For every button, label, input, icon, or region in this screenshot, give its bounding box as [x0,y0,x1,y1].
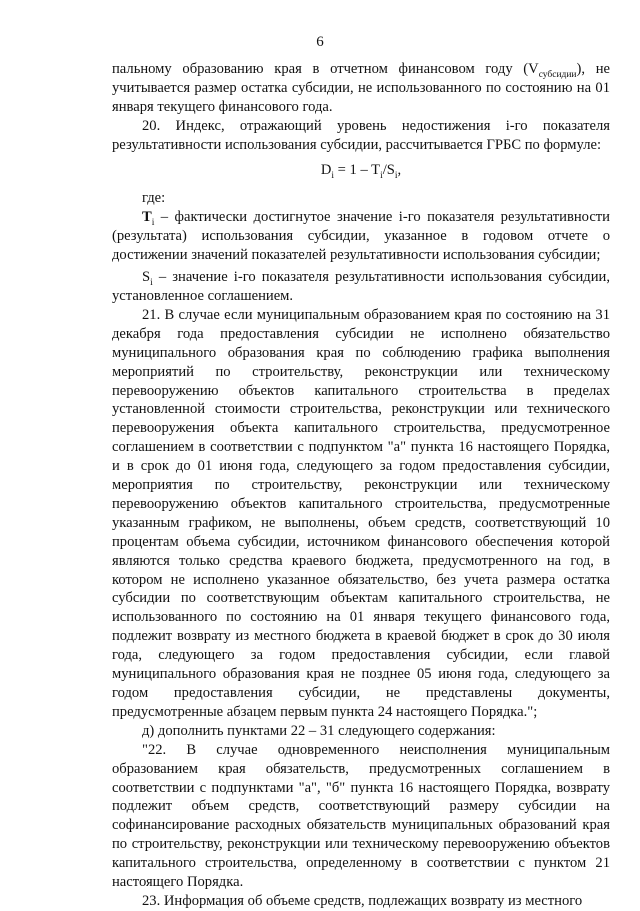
subsidy-subscript: субсидии [538,69,577,80]
where-label: где: [142,190,166,207]
formula-slash: /S [382,161,395,178]
formula-mid: = 1 – T [334,161,381,178]
definition-t [112,208,610,265]
continuation-text-b: ), не учитывается размер остатка субсидии, не использованного по состоянию на 01 января текущего финансового года. [112,61,610,115]
definition-t-text: – фактически достигнутое значение i-го показателя результативности (результата) использования субсидии, указанное в годовом отчете о достижении значений показателей результативности использования субсидии; [112,209,610,264]
formula-d-sub: i [331,170,334,181]
paragraph-d: д) дополнить пунктами 22 – 31 следующего содержания: [142,722,496,739]
definition-s [112,268,610,306]
definition-t-symbol: T [142,209,152,226]
formula-t-sub: i [380,170,383,181]
formula [112,161,610,180]
paragraph-continuation [112,60,610,117]
document-body [112,60,610,911]
definition-s-sub: i [150,277,153,288]
paragraph-21: 21. В случае если муниципальным образованием края по состоянию на 31 декабря года предоставления субсидии не исполнено обязательство муниципального образования края по соблюдению графика выполнения мероприятий по строительству, реконструкции или техническому перевооружению объектов капитального строительства в пределах установленной стоимости строительства, реконструкции или технического перевооружения объекта капитального строительства, предусмотренное соглашением в соответствии с подпунктом "а" пункта 16 настоящего Порядка, и в срок до 01 июня года, следующего за годом предоставления субсидии, мероприятия по строительству, реконструкции или техническому перевооружению объектов капитального строительства, предусмотренные указанным графиком, не выполнены, объем средств, соответствующий 10 процентам объема субсидии, источником финансового обеспечения которой являются только средства краевого бюджета, предусмотренного на год, в котором не исполнено указанное обязательство, без учета размера остатка субсидии по соответствующим объектам капитального строительства, не использованного по состоянию на 01 января текущего финансового года, подлежит возврату из местного бюджета в краевой бюджет в срок до 30 июля года, следующего за годом предоставления субсидии, если главой муниципального образования края не позднее 05 июня года, следующего за годом предоставления субсидии, не представлены документы, предусмотренные абзацем первым пункта 24 настоящего Порядка."; [112,306,610,720]
page-number: 6 [316,34,324,50]
definition-t-sub: i [151,218,155,229]
definition-s-symbol: S [142,269,151,286]
formula-s-sub: i [394,170,398,181]
paragraph-22: "22. В случае одновременного неисполнения муниципальным образованием края обязательств, предусмотренных соглашением в соответствии с подпунктами "а", "б" пункта 16 настоящего Порядка, возврату подлежит объем средств, соответствующий размеру субсидии на софинансирование расходных обязательств муниципальных образований края по строительству, реконструкции или техническому перевооружению объектов капитального строительства, определенному в соответствии с пунктом 21 настоящего Порядка. [112,741,610,891]
paragraph-20: 20. Индекс, отражающий уровень недостижения i-го показателя результативности использования субсидии, рассчитывается ГРБС по формуле: [112,117,610,153]
formula-end: , [397,161,402,178]
formula-d: D [320,161,332,178]
definition-s-text: – значение i-го показателя результативности использования субсидии, установленное соглашением. [112,269,610,304]
continuation-text-a: пальному образованию края в отчетном финансовом году (V [112,61,539,77]
paragraph-23: 23. Информация об объеме средств, подлежащих возврату из местного [142,892,583,909]
